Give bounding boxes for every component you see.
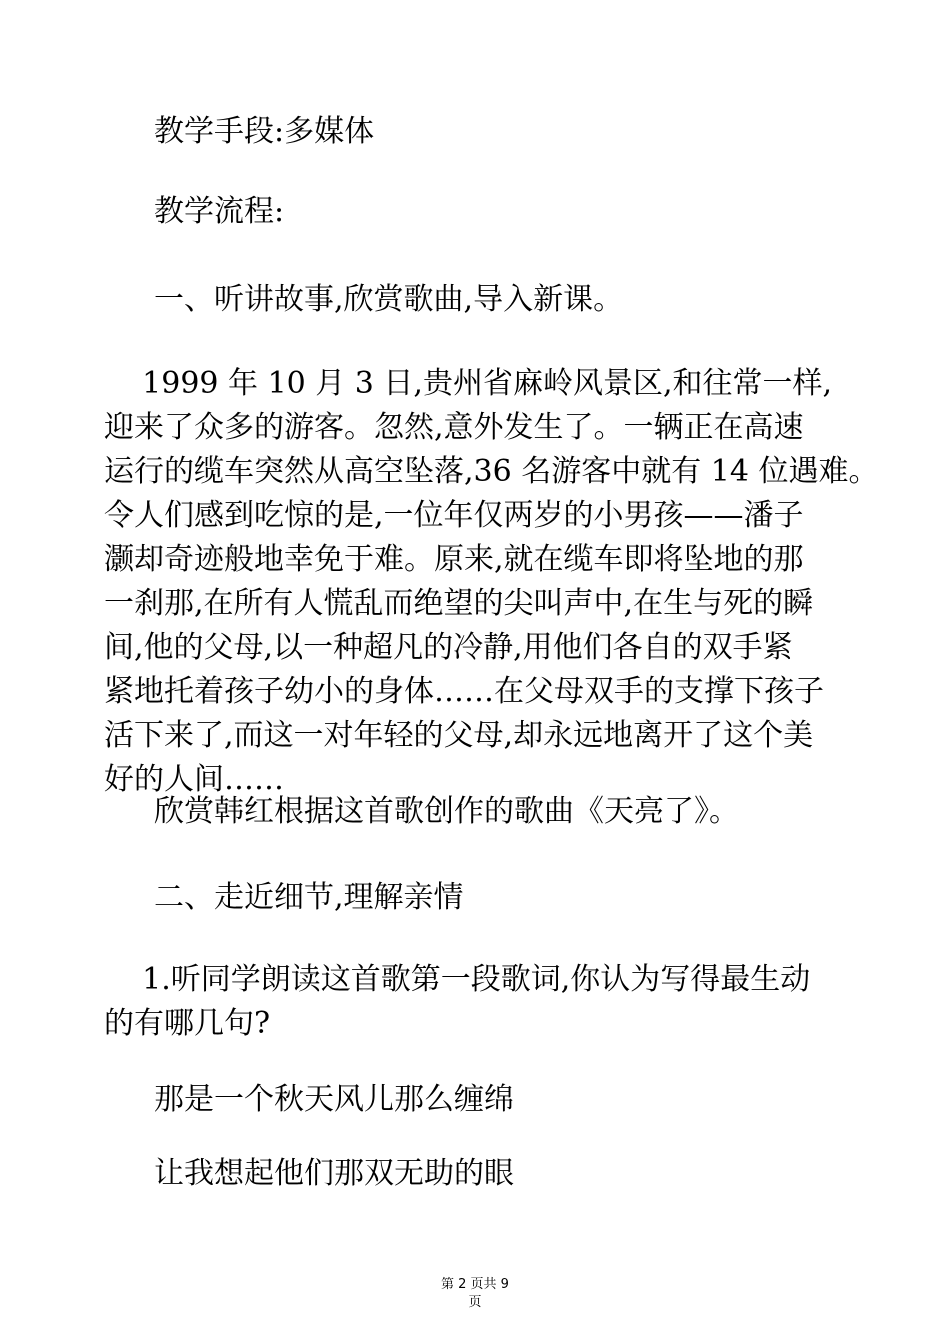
page-footer	[0, 1276, 950, 1312]
story-line: 1999 年 10 月 3 日,贵州省麻岭风景区,和往常一样,	[104, 366, 833, 401]
teaching-means-line: 教学手段:多媒体	[154, 114, 375, 149]
story-line: 好的人间……	[104, 762, 284, 797]
section-one-heading: 一、听讲故事,欣赏歌曲,导入新课。	[154, 282, 624, 317]
story-line: 令人们感到吃惊的是,一位年仅两岁的小男孩——潘子	[104, 498, 804, 533]
story-line: 活下来了,而这一对年轻的父母,却永远地离开了这个美	[104, 718, 814, 753]
page-number-line-2: 页	[468, 1295, 482, 1310]
story-line: 运行的缆车突然从高空坠落,36 名游客中就有 14 位遇难。	[104, 454, 879, 489]
question-paragraph	[104, 958, 884, 1046]
section-two-heading: 二、走近细节,理解亲情	[154, 880, 464, 915]
story-line: 迎来了众多的游客。忽然,意外发生了。一辆正在高速	[104, 410, 804, 445]
question-line: 的有哪几句?	[104, 1006, 271, 1041]
lyric-line: 让我想起他们那双无助的眼	[154, 1156, 514, 1191]
story-paragraph	[104, 362, 884, 802]
teaching-flow-line: 教学流程:	[154, 194, 285, 229]
appreciate-song-line: 欣赏韩红根据这首歌创作的歌曲《天亮了》。	[154, 794, 739, 829]
story-line: 间,他的父母,以一种超凡的冷静,用他们各自的双手紧	[104, 630, 793, 665]
story-line: 灏却奇迹般地幸免于难。原来,就在缆车即将坠地的那	[104, 542, 804, 577]
lyric-line: 那是一个秋天风儿那么缠绵	[154, 1082, 514, 1117]
story-line: 紧地托着孩子幼小的身体……在父母双手的支撑下孩子	[104, 674, 824, 709]
page-number-line-1: 第 2 页共 9	[441, 1277, 509, 1292]
story-line: 一刹那,在所有人慌乱而绝望的尖叫声中,在生与死的瞬	[104, 586, 814, 621]
question-line: 1.听同学朗读这首歌第一段歌词,你认为写得最生动	[104, 962, 811, 997]
